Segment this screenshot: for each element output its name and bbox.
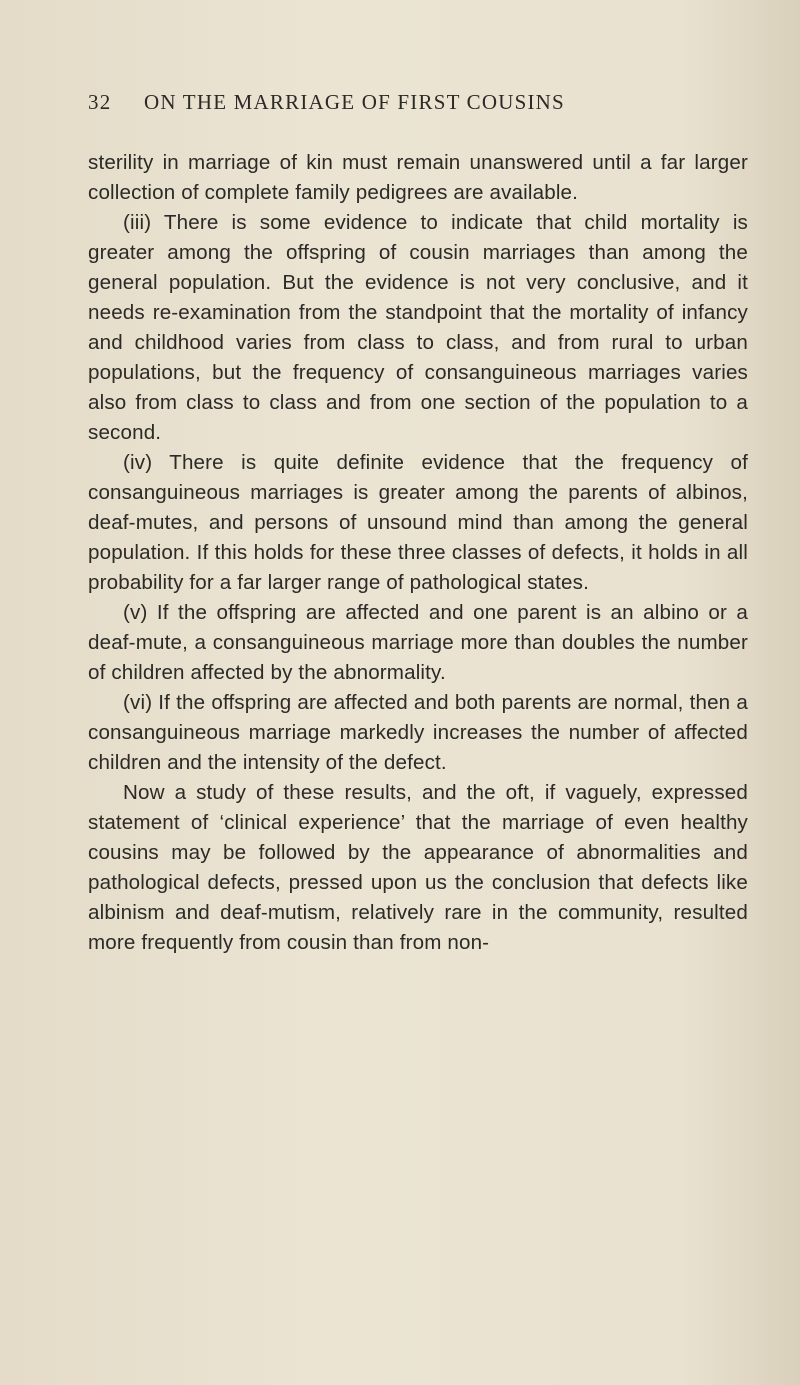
running-header (88, 90, 748, 120)
paragraph-item-vi: (vi) If the offspring are affected and both parents are normal, then a consanguineous marriage markedly increases the number of affected children and the intensity of the defect. (88, 691, 748, 774)
paragraph-continuation: sterility in marriage of kin must remain unanswered until a far larger collection of complete family pedigrees are available. (88, 151, 748, 204)
page-number: 32 (88, 90, 112, 114)
book-page (88, 90, 748, 958)
body-text (88, 148, 748, 958)
paragraph-conclusion: Now a study of these results, and the oft, if vaguely, expressed statement of ‘clinical experience’ that the marriage of even healthy cousins may be followed by the appearance of abnormalities and pathological defects, pressed upon us the conclusion that defects like albinism and deaf-mutism, relatively rare in the community, resulted more frequently from cousin than from non- (88, 781, 748, 954)
paragraph-item-v: (v) If the offspring are affected and one parent is an albino or a deaf-mute, a consanguineous marriage more than doubles the number of children affected by the abnormality. (88, 601, 748, 684)
running-title: ON THE MARRIAGE OF FIRST COUSINS (144, 90, 565, 114)
paragraph-item-iii: (iii) There is some evidence to indicate that child mortality is greater among the offspring of cousin marriages than among the general population. But the evidence is not very conclusive, and it needs re-examination from the standpoint that the mortality of infancy and childhood varies from class to class, and from rural to urban populations, but the frequency of consanguineous marriages varies also from class to class and from one section of the population to a second. (88, 211, 748, 444)
paragraph-item-iv: (iv) There is quite definite evidence that the frequency of consanguineous marriages is greater among the parents of albinos, deaf-mutes, and persons of unsound mind than among the general population. If this holds for these three classes of defects, it holds in all probability for a far larger range of pathological states. (88, 451, 748, 594)
